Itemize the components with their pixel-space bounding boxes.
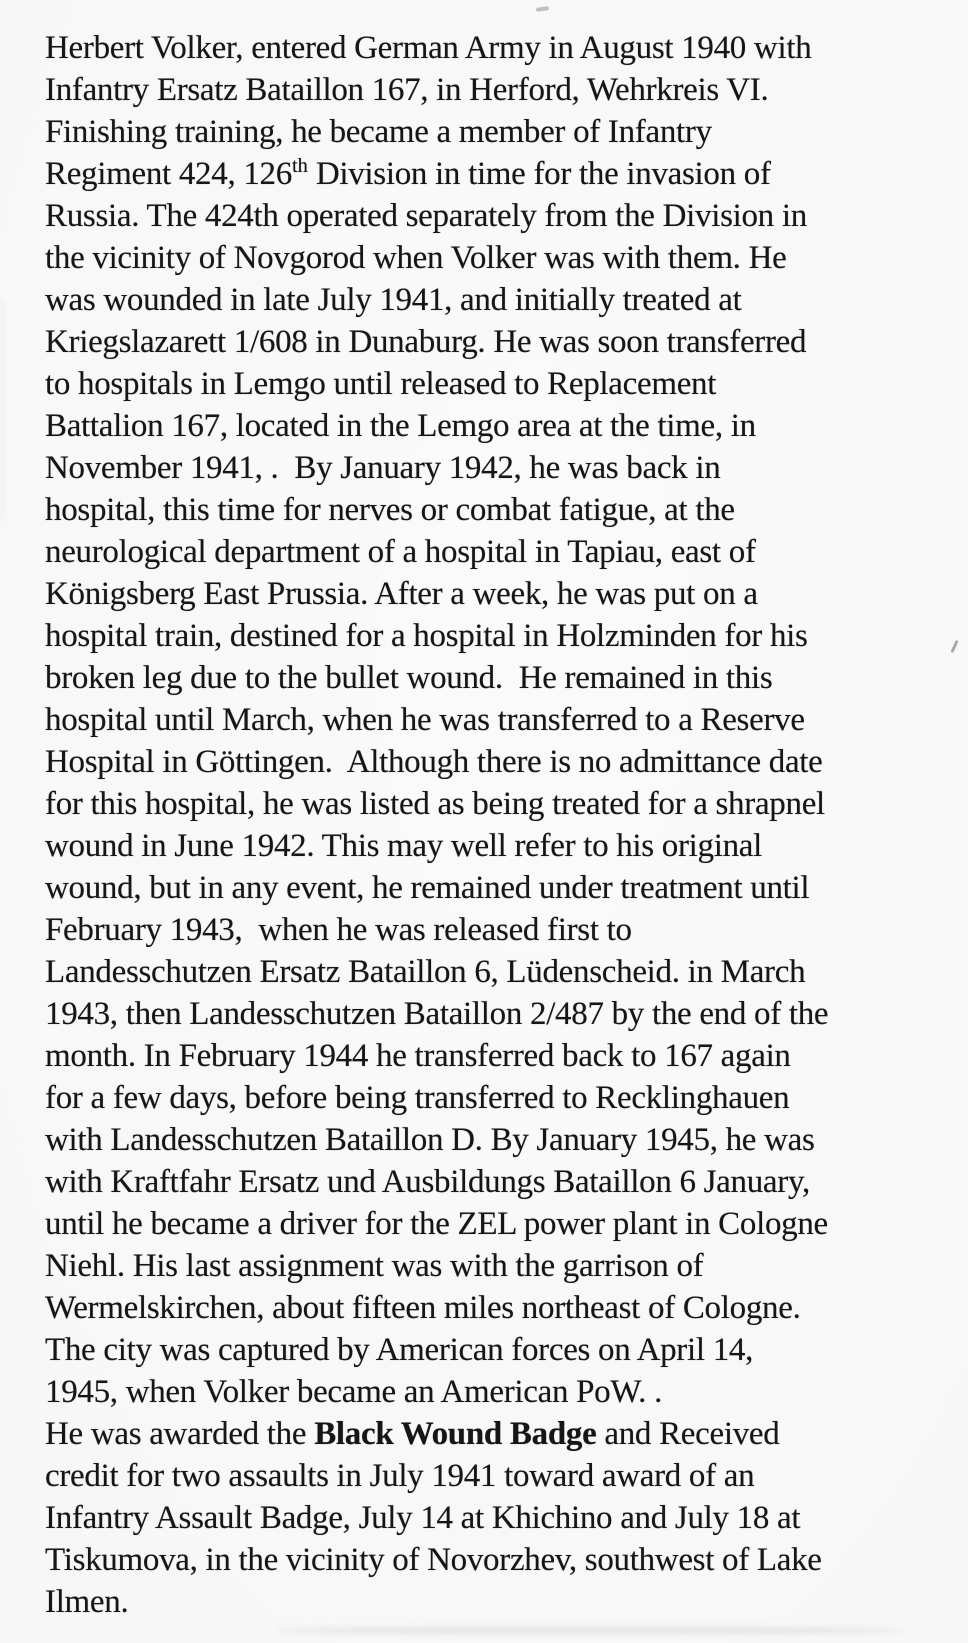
text-segment: Niehl. His last assignment was with the garrison of bbox=[45, 1248, 704, 1284]
document-line bbox=[45, 279, 935, 321]
document-line bbox=[45, 825, 935, 867]
text-segment: Russia. The 424th operated separately from the Division in bbox=[45, 198, 807, 234]
superscript-ordinal: th bbox=[291, 155, 308, 177]
text-segment: Kriegslazarett 1/608 in Dunaburg. He was soon transferred bbox=[45, 324, 807, 360]
text-segment: hospital train, destined for a hospital in Holzminden for his bbox=[45, 618, 808, 654]
text-segment: Landesschutzen Ersatz Bataillon 6, Lüdenscheid. in March bbox=[45, 954, 806, 990]
document-line bbox=[45, 741, 935, 783]
text-segment: with Kraftfahr Ersatz und Ausbildungs Bataillon 6 January, bbox=[45, 1164, 810, 1200]
text-segment: hospital, this time for nerves or combat fatigue, at the bbox=[45, 492, 735, 528]
text-segment: February 1943, when he was released first to bbox=[45, 912, 632, 948]
document-line bbox=[45, 69, 935, 111]
text-segment: until he became a driver for the ZEL power plant in Cologne bbox=[45, 1206, 828, 1242]
text-segment: 1943, then Landesschutzen Bataillon 2/487 by the end of the bbox=[45, 996, 829, 1032]
document-line bbox=[45, 1329, 935, 1371]
text-segment: Wermelskirchen, about fifteen miles northeast of Cologne. bbox=[45, 1290, 801, 1326]
document-line bbox=[45, 1119, 935, 1161]
text-segment: Finishing training, he became a member of Infantry bbox=[45, 114, 712, 150]
document-line bbox=[45, 783, 935, 825]
text-segment: and Received bbox=[596, 1416, 780, 1452]
document-line bbox=[45, 1581, 935, 1623]
document-line bbox=[45, 447, 935, 489]
text-segment: Herbert Volker, entered German Army in August 1940 with bbox=[45, 30, 812, 66]
text-segment: Division in time for the invasion of bbox=[307, 156, 771, 192]
text-segment: the vicinity of Novgorod when Volker was with them. He bbox=[45, 240, 787, 276]
scan-smudge-bottom bbox=[275, 1627, 905, 1634]
text-segment: Regiment 424, 126 bbox=[45, 156, 292, 192]
document-line bbox=[45, 615, 935, 657]
text-segment: credit for two assaults in July 1941 toward award of an bbox=[45, 1458, 755, 1494]
document-line bbox=[45, 1497, 935, 1539]
document-line bbox=[45, 1455, 935, 1497]
document-line bbox=[45, 405, 935, 447]
text-segment: for this hospital, he was listed as being treated for a shrapnel bbox=[45, 786, 825, 822]
document-line bbox=[45, 1287, 935, 1329]
document-line bbox=[45, 363, 935, 405]
scan-smudge-left bbox=[0, 300, 3, 520]
text-segment: Infantry Assault Badge, July 14 at Khichino and July 18 at bbox=[45, 1500, 801, 1536]
document-line bbox=[45, 195, 935, 237]
document-line bbox=[45, 699, 935, 741]
document-line bbox=[45, 573, 935, 615]
text-segment: Königsberg East Prussia. After a week, he was put on a bbox=[45, 576, 758, 612]
text-segment: Tiskumova, in the vicinity of Novorzhev, southwest of Lake bbox=[45, 1542, 822, 1578]
document-line bbox=[45, 1035, 935, 1077]
document-line bbox=[45, 951, 935, 993]
document-line bbox=[45, 1203, 935, 1245]
text-segment: month. In February 1944 he transferred back to 167 again bbox=[45, 1038, 791, 1074]
text-segment: Battalion 167, located in the Lemgo area at the time, in bbox=[45, 408, 756, 444]
document-line bbox=[45, 1161, 935, 1203]
document-line bbox=[45, 1539, 935, 1581]
document-line bbox=[45, 111, 935, 153]
text-segment: wound, but in any event, he remained under treatment until bbox=[45, 870, 810, 906]
text-segment: neurological department of a hospital in Tapiau, east of bbox=[45, 534, 756, 570]
document-text bbox=[45, 27, 935, 1623]
text-segment: 1945, when Volker became an American PoW. . bbox=[45, 1374, 663, 1410]
document-line bbox=[45, 1245, 935, 1287]
text-segment: wound in June 1942. This may well refer to his original bbox=[45, 828, 763, 864]
text-segment: hospital until March, when he was transferred to a Reserve bbox=[45, 702, 805, 738]
text-segment: for a few days, before being transferred to Recklinghauen bbox=[45, 1080, 790, 1116]
document-line bbox=[45, 657, 935, 699]
text-segment: was wounded in late July 1941, and initially treated at bbox=[45, 282, 742, 318]
text-segment: Infantry Ersatz Bataillon 167, in Herford, Wehrkreis VI. bbox=[45, 72, 769, 108]
scan-mark-artifact bbox=[950, 640, 958, 653]
document-line bbox=[45, 237, 935, 279]
text-segment: with Landesschutzen Bataillon D. By January 1945, he was bbox=[45, 1122, 815, 1158]
document-line bbox=[45, 1077, 935, 1119]
text-segment: to hospitals in Lemgo until released to Replacement bbox=[45, 366, 717, 402]
document-line bbox=[45, 27, 935, 69]
text-segment: November 1941, . By January 1942, he was back in bbox=[45, 450, 721, 486]
text-segment: broken leg due to the bullet wound. He remained in this bbox=[45, 660, 773, 696]
text-segment: Hospital in Göttingen. Although there is no admittance date bbox=[45, 744, 823, 780]
scan-speck-artifact bbox=[536, 6, 549, 12]
document-line bbox=[45, 909, 935, 951]
document-line bbox=[45, 153, 935, 195]
document-line bbox=[45, 531, 935, 573]
bold-text: Black Wound Badge bbox=[314, 1416, 597, 1452]
document-line bbox=[45, 867, 935, 909]
document-line bbox=[45, 1413, 935, 1455]
text-segment: The city was captured by American forces on April 14, bbox=[45, 1332, 754, 1368]
document-line bbox=[45, 321, 935, 363]
document-line bbox=[45, 1371, 935, 1413]
document-line bbox=[45, 489, 935, 531]
document-line bbox=[45, 993, 935, 1035]
text-segment: He was awarded the bbox=[45, 1416, 315, 1452]
text-segment: Ilmen. bbox=[45, 1584, 129, 1620]
